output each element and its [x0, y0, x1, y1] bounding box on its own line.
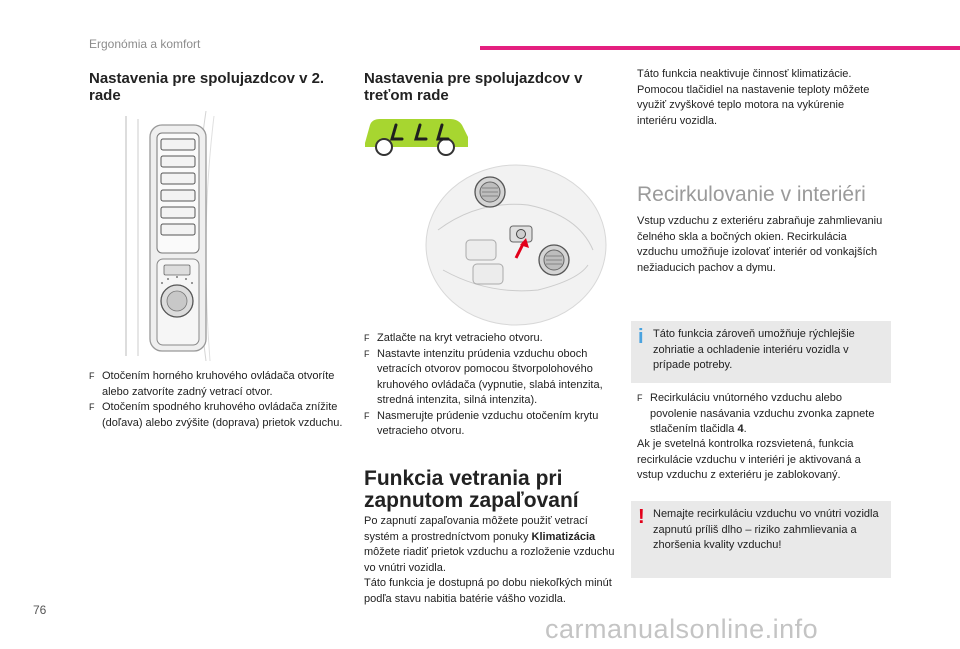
header-accent-bar: [480, 46, 960, 50]
bullet-marker: F: [364, 410, 370, 421]
heading-recirculation: Recirkulovanie v interiéri: [637, 183, 866, 206]
heading-ventilation-ignition: Funkcia vetrania pri zapnutom zapaľovaní: [364, 467, 579, 512]
col2-bullet-list: [364, 331, 619, 440]
menu-name-bold: Klimatizácia: [531, 530, 596, 543]
warning-box-text: Nemajte recirkuláciu vzduchu vo vnútri vozidla zapnutú príliš dlho – riziko zahmlievania a zhoršenia kvality vzduchu!: [653, 508, 879, 551]
list-item: F Nasmerujte prúdenie vzduchu otočením krytu vetracieho otvoru.: [364, 409, 599, 437]
warning-icon: !: [638, 506, 645, 528]
ventilation-paragraph: Po zapnutí zapaľovania môžete použiť vetrací systém a prostredníctvom ponuky Klimatizácia môžete riadiť prietok vzduchu a rozloženie vzduchu vo vnútri vozidla. Táto funkcia je dostupná po dobu niekoľkých minút podľa stavu nabitia batérie vášho vozidla.: [364, 515, 615, 605]
roof-vent-control-illustration: [418, 160, 608, 330]
bullet-marker: F: [637, 393, 643, 403]
bullet-marker: F: [89, 371, 95, 381]
info-box: [631, 321, 891, 383]
rear-vent-control-illustration: [118, 111, 338, 361]
info-box-text: Táto funkcia zároveň umožňuje rýchlejšie zohriatie a ochladenie interiéru vozidla v prípade potreby.: [653, 328, 855, 371]
col3-intro-text: Táto funkcia neaktivuje činnosť klimatizácie. Pomocou tlačidiel na nastavenie teploty môžete využiť zvyškové teplo motora na vykúrenie interiéru vozidla.: [637, 68, 870, 127]
button-number: 4: [737, 423, 744, 435]
warning-box: [631, 501, 891, 578]
list-item: F Nastavte intenzitu prúdenia vzduchu oboch vetracích otvorov pomocou štvorpolohového kruhového ovládača (vypnutie, slabá intenzita, stredná intenzita, silná intenzita).: [364, 347, 603, 406]
heading-second-row: Nastavenia pre spolujazdcov v 2. rade: [89, 70, 325, 104]
col1-bullet-list: [89, 369, 354, 431]
list-item: F Otočením spodného kruhového ovládača znížite (doľava) alebo zvýšite (doprava) prietok vzduchu.: [89, 401, 343, 429]
list-item: F Zatlačte na kryt vetracieho otvoru.: [364, 331, 619, 347]
info-icon: i: [638, 326, 644, 348]
bullet-marker: F: [364, 333, 370, 343]
list-item: F Otočením horného kruhového ovládača otvoríte alebo zatvoríte zadný vetrací otvor.: [89, 370, 335, 398]
col3-bullet-list: [637, 391, 887, 438]
recirculation-paragraph: Vstup vzduchu z exteriéru zabraňuje zahmlievaniu čelného skla a bočných okien. Recirkulácia vzduchu umožňuje izolovať interiér od vonkajších nežiaducich pachov a dymu.: [637, 215, 883, 274]
car-third-row-icon: [362, 113, 472, 159]
bullet-marker: F: [89, 402, 95, 412]
heading-third-row: Nastavenia pre spolujazdcov v treťom rade: [364, 70, 583, 104]
section-header: Ergonómia a komfort: [89, 37, 201, 51]
page-number: 76: [33, 603, 47, 617]
bullet-marker: F: [364, 348, 370, 359]
watermark: carmanualsonline.info: [545, 614, 819, 644]
indicator-paragraph: Ak je svetelná kontrolka rozsvietená, funkcia recirkulácie vzduchu v interiéri je aktivovaná a vstup vzduchu z exteriéru je zablokovaný.: [637, 438, 861, 481]
list-item: F Recirkuláciu vnútorného vzduchu alebo povolenie nasávania vzduchu zvonka zapnete stlačením tlačidla 4.: [637, 392, 875, 435]
